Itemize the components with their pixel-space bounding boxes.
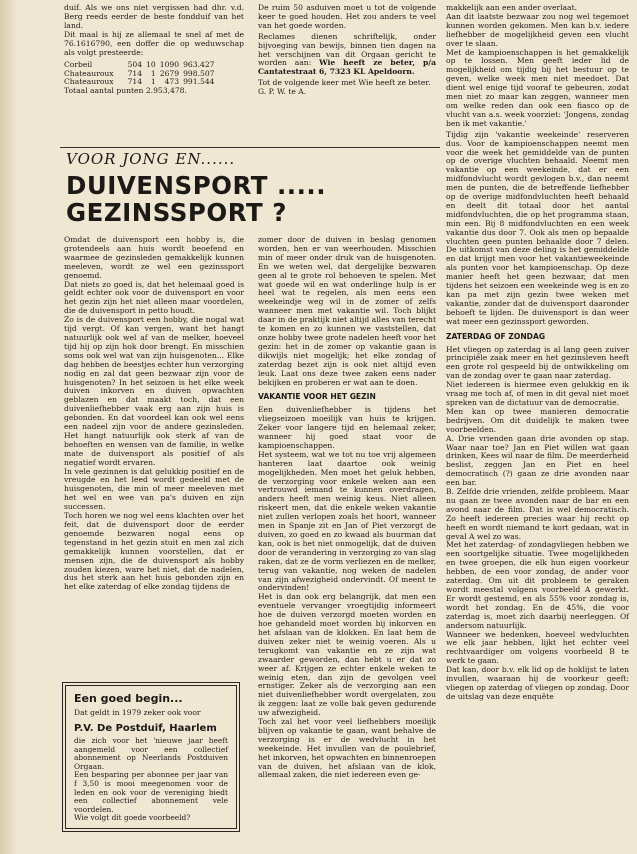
column-2-top	[258, 4, 436, 97]
paragraph: Toch zal het voor veel liefhebbers moeilijk blijven op vakantie te gaan, want behalve de verzorging is er de wedvlucht in het weekeinde. Het invullen van de poulebrief, het inkorven, het opwachten en binnenroepen van de duiven, het afslaan van de klok, allemaal zaken, die niet iedereen even ge-	[258, 717, 436, 780]
paragraph: Dat kan, door b.v. elk lid op de hoklijst te laten invullen, waaraan hij de voorkeur geeft: vliegen op zaterdag of vliegen op zondag. Door de uitslag van deze enquête	[446, 665, 629, 701]
paragraph: Aan dit laatste bezwaar zou nog wel tegemoet kunnen worden gekomen. Men kan b.v. iedere liefhebber de mogelijkheid geven een vlucht over te slaan.	[446, 11, 629, 48]
results-table	[64, 61, 218, 86]
paragraph: Een duivenliefhebber is tijdens het vliegseizoen moeilijk van huis te krijgen. Zeker voor langere tijd en helemaal zeker, wanneer hij goed staat voor de kampioenschappen.	[258, 405, 436, 450]
divider	[60, 147, 440, 148]
notice-box	[62, 682, 240, 832]
table-row: Chateauroux 714 1 473 991.544	[64, 77, 215, 87]
section-heading: VAKANTIE VOOR HET GEZIN	[258, 392, 376, 402]
paragraph: Dat niets zo goed is, dat het helemaal goed is geldt echter ook voor de duivensport en voor het gezin zijn het niet alleen maar voordelen, die de duivensport in petto houdt.	[64, 279, 244, 316]
paragraph: duif. Als we ons niet vergissen had dhr. v.d. Berg reeds eerder de beste fondduif van het land.	[64, 3, 244, 30]
box-club-name: P.V. De Postduif, Haarlem	[74, 723, 217, 734]
paragraph: B. Zelfde drie vrienden, zelfde probleem. Maar nu gaan ze twee avonden naar de bar en een avond naar de film. Dat is wel democratisch. Zo heeft iedereen precies waar hij recht op heeft en wordt niemand te kort gedaan, wat in geval A wel zo was.	[446, 487, 629, 541]
paragraph: Een besparing per abonnee per jaar van f 3,50 is mooi meegenomen voor de leden en ook voor de vereniging biedt een collectief abonnement vele voordelen.	[74, 770, 228, 814]
paragraph: Het vliegen op zaterdag is al lang geen zuiver principiële zaak meer en het gezinsleven heeft een grote rol gespeeld bij de ontwikkeling om van de zondag over te gaan naar zaterdag.	[446, 344, 629, 381]
paragraph: A. Drie vrienden gaan drie avonden op stap. Waar naar toe? Jan en Piet willen wat gaan drinken, Kees wil naar de film. De meerderheid beslist, zeggen Jan en Piet en heel democratisch (?) gaan ze drie avonden naar een bar.	[446, 433, 629, 488]
table-row: Chateauroux 714 1 2679 998.507	[64, 68, 215, 78]
paragraph: die zich voor het 'nieuwe jaar heeft aangemeld voor een collectief abonnement op Neerlands Postduiven Orgaan.	[74, 736, 228, 771]
paragraph: Niet iedereen is hiermee even gelukkig en ik vraag me toch af, of men in dit geval niet moet spreken van de dictatuur van de democratie.	[446, 380, 629, 407]
paragraph: Toch horen we nog wel eens klachten over het feit, dat de duivensport door de eerder genoemde bezwaren nogal eens op tegenstand in het gezin stuit en men zal zich gemakkelijk kunnen voorstellen, dat er mensen zijn, die de duivensport als hobby zouden kiezen, ware het niet, dat de nadelen, dus het sterk aan het huis gebonden zijn en het elke zaterdag of elke zondag tijdens de	[64, 511, 244, 592]
column-1-top	[64, 4, 244, 96]
column-3	[446, 4, 629, 702]
paragraph: De ruim 50 asduiven moet u tot de volgende keer te goed houden. Het zou anders te veel van het goede worden.	[258, 3, 436, 30]
paragraph: In vele gezinnen is dat gelukkig positief en de vreugde en het leed wordt gedeeld met de huisgenoten, die min of meer meeleven met het wel en wee van pa's duiven en zijn successen.	[64, 466, 244, 512]
table-row: Corbeil 504 10 1090 963.427	[64, 60, 215, 70]
paragraph: Tijdig zijn 'vakantie weekeinde' reserveren dus. Voor de kampioenschappen neemt men voor die week het gemiddelde van de punten op de overige vluchten behaald. Neemt men vakantie op een weekeinde, dat er een midfondvlucht wordt gevlogen b.v., dan neemt men de punten, die de betreffende liefhebber op de overige midfondvluchten heeft behaald en deelt dit totaal door het aantal midfondvluchten, die op het programma staan, min een. Bij 8 midfondvluchten en een week vakantie dus door 7. Ook als men op bepaalde vluchten geen punten behaalde door 7 delen. De uitkomst van deze deling is het gemiddelde en dat krijgt men voor het vakantieweekeinde als punten voor het kampioenschap. Op deze manier heeft het geen bezwaar, dat men tijdens het seizoen een weekeinde weg is en zo kan pa met zijn gezin twee weken met vakantie, zonder dat de duivensport daaronder behoeft te lijden. De duivensport is dan weer wat meer een gezinssport geworden.	[446, 129, 629, 326]
paragraph: Reclames dienen schriftelijk, onder bijvoeging van bewijs, binnen tien dagen na het verschijnen van dit Orgaan gericht te worden aan: Wie heeft ze beter, p/a Cantatestraat 6, 7323 KL Apeldoorn.	[258, 31, 436, 77]
paragraph: Het systeem, wat we tot nu toe vrij algemeen hanteren laat daartoe ook weinig mogelijkheden. Men moet het geluk hebben, de verzorging voor enkele weken aan een vertrouwd iemand te kunnen overdragen, anders heeft men weinig keus. Niet alleen riskeert men, dat die enkele weken vakantie niet zullen verlopen zoals het hoort, wanneer men in Spanje zit en Jan of Piet verzorgt de duiven, zo goed en zo kwaad als buurman dat kan, ook is het niet onmogelijk, dat de duiven door de verandering in verzorging zo van slag raken, dat ze de vorm verliezen en de melker, terug van vakantie, nog weken de nadelen van zijn afwezigheid ondervindt. Of meent te ondervinden!	[258, 449, 436, 593]
paragraph: Dit maal is hij ze allemaal te snel af met de 76.1616790, een doffer die op weduwschap als volgt presteerde:	[64, 29, 244, 57]
box-title: Een goed begin...	[74, 692, 183, 705]
paragraph: makkelijk aan een ander overlaat.	[446, 3, 578, 12]
headline: DUIVENSPORT ..... GEZINSSPORT ?	[66, 171, 327, 227]
paragraph: Wie volgt dit goede voorbeeld?	[74, 813, 191, 823]
box-subtitle: Dat geldt in 1979 zeker ook voor	[74, 708, 201, 717]
kicker: VOOR JONG EN......	[66, 150, 236, 168]
page-fold-shadow	[0, 0, 18, 854]
paragraph: zomer door de duiven in beslag genomen worden, hen er van weerhouden. Misschien min of meer onder druk van de huisgenoten. En we weten wel, dat dergelijke bezwaren geen al te grote rol behoeven te spelen. Met wat goede wil en wat onderlinge hulp is er heel wat te regelen, als men eens een weekeindje weg wil in de zomer of zelfs wanneer men met vakantie wil. Toch blijkt daar in de praktijk niet altijd alles van terecht te komen en zo kunnen we vaststellen, dat onze hobby twee grote nadelen heeft voor het gezin: het in de zomer op vakantie gaan is dikwijls niet mogelijk; het elke zondag of zaterdag bezet zijn is ook niet altijd even leuk. Laat ons deze twee zaken eens nader bekijken en proberen er wat aan te doen.	[258, 235, 436, 387]
paragraph: Men kan op twee manieren democratie bedrijven. Om dit duidelijk te maken twee voorbeelden.	[446, 406, 629, 434]
paragraph: Omdat de duivensport een hobby is, die grotendeels aan huis wordt beoefend en waarmee de gezinsleden gemakkelijk kunnen meeleven, wordt ze wel een gezinssport genoemd.	[64, 235, 244, 280]
paragraph: Wanneer we bedenken, hoeveel wedvluchten we elk jaar hebben, lijkt het echter veel rechtvaardiger om volgens voorbeeld B te werk te gaan.	[446, 629, 629, 666]
paragraph: Met het zaterdag- of zondagvliegen hebben we een soortgelijke situatie. Twee mogelijkheden en twee groepen, die elk hun eigen voorkeur hebben, de een voor zondag, de ander voor zaterdag. Om uit dit probleem te geraken wordt meestal volgens voorbeeld A gewerkt. Er wordt gestemd, en als 55% voor zondag is, wordt het zondag. En de 45%, die voor zaterdag is, moet zich daarbij neerleggen. Of andersom natuurlijk.	[446, 540, 629, 630]
paragraph: Met de kampioenschappen is het gemakkelijk op te lossen. Men geeft ieder lid de mogelijkheid om tijdig bij het bestuur op te geven, welke week men niet meedoet. Dat dient wel enige tijd vooraf te gebeuren, zodat men niet zo maar kan zeggen, wanneer men om welke reden dan ook een fiasco op de vlucht van a.s. week voorziet: 'Jongens, zondag ben ik met vakantie.'	[446, 47, 629, 128]
address: Wie heeft ze beter, p/a Cantatestraat 6, 7323 KL Apeldoorn.	[258, 58, 436, 77]
paragraph: Het is dan ook erg belangrijk, dat men een eventuele vervanger vroegtijdig informeert hoe de duiven verzorgd moeten worden en hoe gehandeld moet worden bij inkorven en het afslaan van de klokken. En laat hem de duiven zeker niet te weinig voeren. Als u terugkomt van vakantie en ze zijn wat zwaarder geworden, dan hebt u er dat zo weer af. Krijgen ze echter enkele weken te weinig eten, dan zijn de gevolgen veel ernstiger. Zeker als de verzorging aan een niet duivenliefhebber wordt overgelaten, zou ik zeggen: laat ze volle bak geven gedurende uw afwezigheid.	[258, 592, 436, 718]
paragraph: Zo is de duivensport een hobby, die nogal wat tijd vergt. Of kan vergen, want het hangt natuurlijk ook wel af van de melker, hoeveel tijd hij op zijn hok door brengt. En misschien soms ook wel wat van zijn huisgenoten... Elke dag hebben de beestjes echter hun verzorging nodig en zal dat geen bezwaar zijn voor de huisgenoten? In het seizoen is het elke week duiven inkorven en duiven opwachten geblazen en dat maakt toch, dat een duivenliefhebber vaak erg aan zijn huis is gebonden. En dat voordeel kan ook wel eens een nadeel zijn voor de andere gezinsleden. Het hangt natuurlijk ook sterk af van de behoeften en wensen van de familie, in welke mate de duivensport als positief of als negatief wordt ervaren.	[64, 315, 244, 467]
section-heading: ZATERDAG OF ZONDAG	[446, 331, 546, 341]
column-2-main	[258, 236, 436, 780]
results-total: Totaal aantal punten 2.953,478.	[64, 85, 187, 95]
signature: G. P. W. te A.	[258, 87, 307, 97]
paragraph: Tot de volgende keer met Wie heeft ze beter.	[258, 78, 431, 88]
column-1-main	[64, 236, 244, 592]
